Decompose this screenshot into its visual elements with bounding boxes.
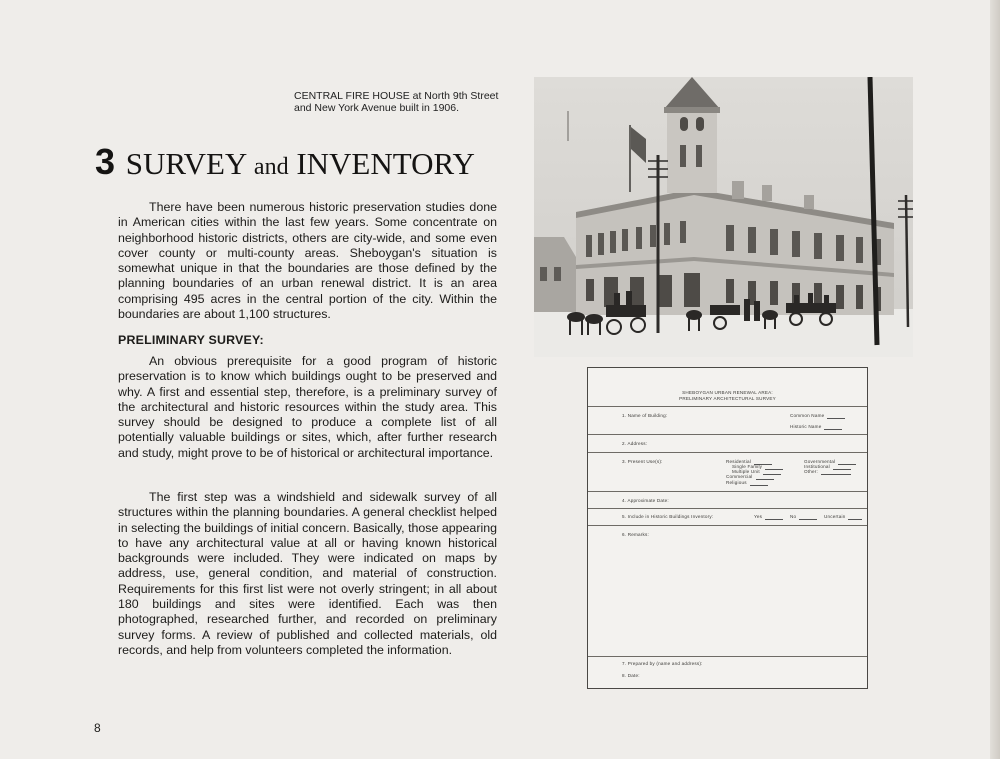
include-no [790,514,817,520]
preliminary-survey-heading: PRELIMINARY SURVEY: [118,333,264,347]
fire-house-photo [534,77,913,357]
use-single-family-label: Single Family [732,464,763,469]
form-field-present-use: 3. Present Use(s): [622,459,663,464]
section-title [95,142,475,187]
form-field-approximate-date: 4. Approximate Date: [622,498,669,503]
form-field-remarks: 6. Remarks: [622,532,649,537]
form-row-include [588,509,867,526]
form-row-remarks [588,526,867,657]
intro-text: There have been numerous historic preservation studies done in American cities within the last few years. Some concentrate on neighborhood historic districts, others are city-wide, and some even cover county or multi-county areas. Sheboygan's situation is somewhat unique in that the boundaries are those defined by the planning boundaries of an urban renewal district. It is an area comprising 495 acres in the central portion of the city. Within the boundaries are about 1,100 structures. [118,200,497,322]
historic-name-label: Historic Name [790,424,822,429]
form-field-name-of-building: 1. Name of Building: [622,413,668,418]
include-yes-label: Yes [754,514,763,519]
use-governmental-label: Governmental [804,459,836,464]
page-number: 8 [94,721,101,735]
common-name-label: Common Name [790,413,825,418]
caption-line-1: CENTRAL FIRE HOUSE at North 9th Street [294,90,499,102]
title-word-survey: SURVEY [125,146,247,181]
photo-caption [294,90,524,114]
prerequisite-paragraph [118,354,497,461]
form-row-building-name [588,406,867,435]
form-field-include: 5. Include in Historic Buildings Inventory: [622,514,714,519]
use-residential-label: Residential [726,459,751,464]
include-uncertain [824,514,862,520]
form-row-date [588,492,867,509]
include-no-label: No [790,514,797,519]
form-field-date: 8. Date: [622,673,640,678]
caption-line-2: and New York Avenue built in 1906. [294,102,460,114]
form-field-address: 2. Address: [622,441,648,446]
form-header-line-1: SHEBOYGAN URBAN RENEWAL AREA: [682,390,773,395]
first-step-text: The first step was a windshield and sidewalk survey of all structures within the planning boundaries. A general checklist helped in selecting the buildings of initial concern. Basically, those appearing to have any architectural value at all or having known historical backgrounds were included. They were indicated on maps by address, use, general condition, and material of construction. Requirements for this first list were not overly stringent; in all about 180 buildings and sites were identified. Each was then photographed, researched further, and recorded on preliminary survey forms. A review of published and collected materials, old records, and help from volunteers completed the information. [118,490,497,657]
form-row-address [588,435,867,453]
use-religious-label: Religious [726,480,747,485]
use-commercial-label: Commercial [726,474,753,479]
form-header-row [588,368,867,407]
title-word-inventory: INVENTORY [296,146,475,181]
use-other-label: Other: [804,469,818,474]
prerequisite-text: An obvious prerequisite for a good program of historic preservation is to know which buildings ought to be preserved and why. A first and essential step, therefore, is a preliminary survey of the architectural and historic resources within the study area. This survey should be designed to produce a complete list of all potentially valuable buildings or sites, which, after further research and study, might prove to be of historical or architectural importance. [118,354,497,460]
page-edge [990,0,1000,759]
include-yes [754,514,783,520]
section-number: 3 [95,141,116,182]
intro-paragraph [118,200,497,322]
form-common-name [790,413,845,419]
form-header-line-2: PRELIMINARY ARCHITECTURAL SURVEY [679,396,776,401]
survey-form [587,367,868,689]
use-other [804,469,851,475]
title-word-and: and [253,154,289,180]
form-historic-name [790,424,842,430]
use-institutional-label: Institutional [804,464,830,469]
use-religious [726,480,768,486]
form-field-prepared-by: 7. Prepared by (name and address): [622,661,703,666]
include-uncertain-label: Uncertain [824,514,846,519]
form-row-present-use [588,453,867,492]
use-multiple-unit-label: Multiple Unit [732,469,760,474]
first-step-paragraph [118,490,497,658]
